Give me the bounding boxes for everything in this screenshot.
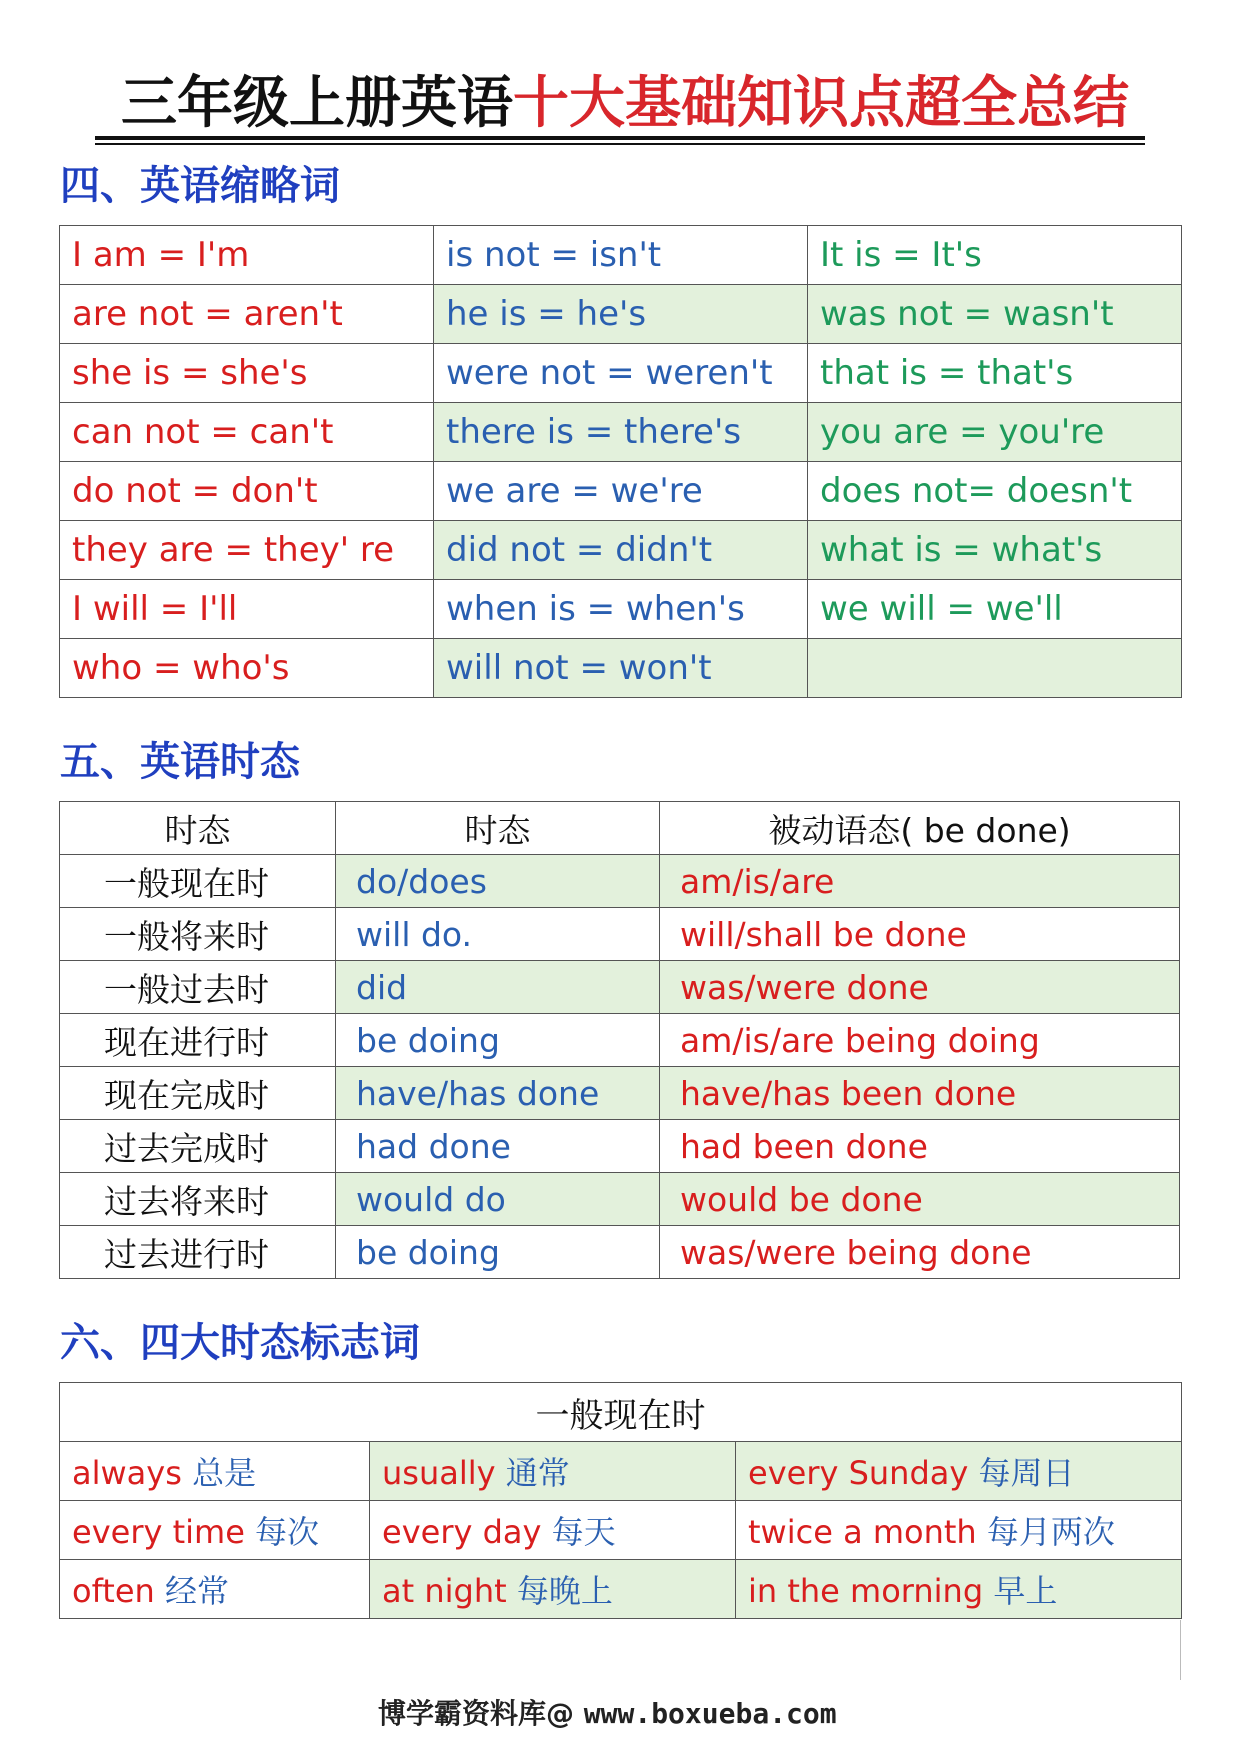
signal-words-table — [59, 1382, 1182, 1619]
table-cell: 一般将来时 — [60, 908, 336, 961]
tenses-table — [59, 801, 1180, 1279]
table-cell: is not = isn't — [434, 226, 808, 285]
table-cell: I am = I'm — [60, 226, 434, 285]
table-cell: that is = that's — [808, 344, 1182, 403]
table-cell — [736, 1560, 1182, 1619]
table-cell: I will = I'll — [60, 580, 434, 639]
word-cn: 每晚上 — [516, 1572, 613, 1610]
section-5-heading: 五、英语时态 — [60, 739, 300, 785]
table-row — [60, 1501, 1182, 1560]
table-row — [60, 1226, 1180, 1279]
table-cell — [736, 1501, 1182, 1560]
word-en: often — [72, 1572, 155, 1610]
word-en: every time — [72, 1513, 245, 1551]
table-cell: am/is/are being doing — [660, 1014, 1180, 1067]
title-part-1: 三年级上册英语 — [121, 71, 513, 136]
word-cn: 通常 — [505, 1454, 570, 1492]
table-cell: you are = you're — [808, 403, 1182, 462]
table-cell: who = who's — [60, 639, 434, 698]
table-cell — [808, 639, 1182, 698]
table-cell — [370, 1442, 736, 1501]
table-row — [60, 1014, 1180, 1067]
table-cell — [370, 1560, 736, 1619]
table-cell: did — [336, 961, 660, 1014]
word-cn: 总是 — [192, 1454, 257, 1492]
table-cell: he is = he's — [434, 285, 808, 344]
table-cell: did not = didn't — [434, 521, 808, 580]
table-cell: would be done — [660, 1173, 1180, 1226]
table-row — [60, 403, 1182, 462]
footer-url: www.boxueba.com — [583, 1697, 837, 1730]
table-cell: 现在进行时 — [60, 1014, 336, 1067]
table-header-row — [60, 802, 1180, 855]
table-cell: we are = we're — [434, 462, 808, 521]
word-en: in the morning — [748, 1572, 984, 1610]
table-cell: was/were being done — [660, 1226, 1180, 1279]
table-row — [60, 1442, 1182, 1501]
table-cell: was/were done — [660, 961, 1180, 1014]
table-cell: am/is/are — [660, 855, 1180, 908]
section-4-heading: 四、英语缩略词 — [60, 163, 340, 209]
table-cell: have/has been done — [660, 1067, 1180, 1120]
table-cell — [60, 1442, 370, 1501]
word-en: at night — [382, 1572, 507, 1610]
table-cell: do not = don't — [60, 462, 434, 521]
table-cell: would do — [336, 1173, 660, 1226]
column-header: 时态 — [60, 802, 336, 855]
contractions-table — [59, 225, 1182, 698]
table-cell — [60, 1560, 370, 1619]
word-cn: 每天 — [551, 1513, 616, 1551]
table-row — [60, 462, 1182, 521]
title-underline-thin — [95, 143, 1145, 145]
table-cell: be doing — [336, 1226, 660, 1279]
word-cn: 每月两次 — [986, 1513, 1115, 1551]
table-cell: 过去进行时 — [60, 1226, 336, 1279]
table-row — [60, 908, 1180, 961]
table-cell: will/shall be done — [660, 908, 1180, 961]
table-header-row — [60, 1383, 1182, 1442]
table-cell: what is = what's — [808, 521, 1182, 580]
table-row — [60, 285, 1182, 344]
table-cell: It is = It's — [808, 226, 1182, 285]
word-cn: 经常 — [164, 1572, 229, 1610]
watermark-footer — [378, 1696, 837, 1732]
table-cell: will do. — [336, 908, 660, 961]
table-row — [60, 521, 1182, 580]
page-title — [95, 66, 1155, 142]
table-cell: will not = won't — [434, 639, 808, 698]
word-en: always — [72, 1454, 182, 1492]
table-cell: can not = can't — [60, 403, 434, 462]
table-cell: be doing — [336, 1014, 660, 1067]
section-6-heading: 六、四大时态标志词 — [60, 1320, 420, 1366]
table-cell: we will = we'll — [808, 580, 1182, 639]
word-cn: 每次 — [255, 1513, 320, 1551]
table-cell: 一般过去时 — [60, 961, 336, 1014]
table-row — [60, 1120, 1180, 1173]
table-cell — [60, 1501, 370, 1560]
table-cell — [736, 1442, 1182, 1501]
table-row — [60, 344, 1182, 403]
table-cell: are not = aren't — [60, 285, 434, 344]
word-en: every day — [382, 1513, 542, 1551]
table-row — [60, 1067, 1180, 1120]
table-cell: 现在完成时 — [60, 1067, 336, 1120]
table-cell: 一般现在时 — [60, 855, 336, 908]
table-row — [60, 639, 1182, 698]
footer-site: 博学霸资料库@ — [378, 1697, 575, 1730]
table-row — [60, 855, 1180, 908]
table-row — [60, 580, 1182, 639]
table-row — [60, 961, 1180, 1014]
table-cell: were not = weren't — [434, 344, 808, 403]
column-header: 被动语态( be done) — [660, 802, 1180, 855]
title-underline-thick — [95, 136, 1145, 140]
table-cell: does not= doesn't — [808, 462, 1182, 521]
word-cn: 早上 — [993, 1572, 1058, 1610]
word-en: twice a month — [748, 1513, 977, 1551]
table-cell: 过去完成时 — [60, 1120, 336, 1173]
table-cell: have/has done — [336, 1067, 660, 1120]
table-cell: they are = they' re — [60, 521, 434, 580]
divider — [1180, 1620, 1181, 1680]
table-cell: she is = she's — [60, 344, 434, 403]
table-cell — [370, 1501, 736, 1560]
table-cell: when is = when's — [434, 580, 808, 639]
table-cell: do/does — [336, 855, 660, 908]
table-cell: had done — [336, 1120, 660, 1173]
table-row — [60, 1173, 1180, 1226]
column-header: 时态 — [336, 802, 660, 855]
word-en: every Sunday — [748, 1454, 969, 1492]
table-cell: there is = there's — [434, 403, 808, 462]
table-cell: 过去将来时 — [60, 1173, 336, 1226]
table-row — [60, 1560, 1182, 1619]
table-cell: had been done — [660, 1120, 1180, 1173]
table-title: 一般现在时 — [60, 1383, 1182, 1442]
word-en: usually — [382, 1454, 496, 1492]
table-cell: was not = wasn't — [808, 285, 1182, 344]
title-part-2: 十大基础知识点超全总结 — [513, 71, 1129, 136]
word-cn: 每周日 — [978, 1454, 1075, 1492]
table-row — [60, 226, 1182, 285]
